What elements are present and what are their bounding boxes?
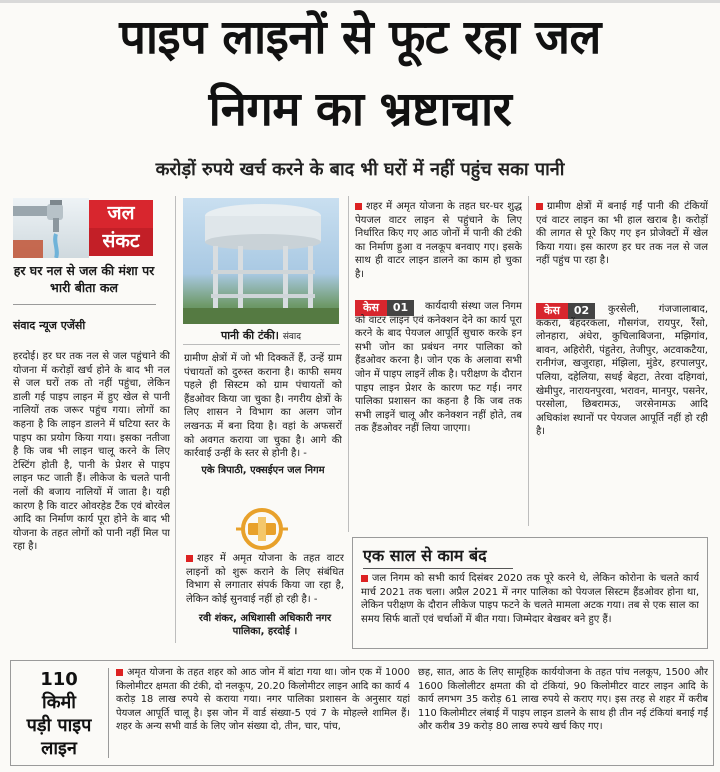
divider — [183, 344, 340, 345]
badge-word-sankat: संकट — [89, 228, 153, 256]
headline-line-1: पाइप लाइनों से फूट रहा जल — [119, 10, 601, 65]
bottom-col1-text: अमृत योजना के तहत शहर को आठ जोन में बांटा गया था। जोन एक में 1000 किलोमीटर क्षमता की टंकी, दो नलकूप, 20.20 किलोमीटर लाइन आदि का कार्य 4 करोड़ 18 लाख रुपये से कराया गया। नगर पालिका प्रशासन के अनुसार यहां पेयजल आपूर्ति चालू है। इस जोन में वार्ड संख्या-5 एवं 7 के मोहल्ले शामिल हैं। शहर के अन्य सभी वार्ड के लिए जोन संख्या दो, तीन, चार, पांच, — [116, 667, 410, 733]
case2-label-text: केस — [536, 303, 568, 319]
bottom-label-text: पड़ी पाइप — [26, 715, 92, 736]
photo-caption — [183, 328, 339, 343]
left-caption: हर घर नल से जल की मंशा पर भारी बीता कल — [13, 263, 155, 295]
byline: संवाद न्यूज एजेंसी — [13, 319, 86, 332]
divider — [175, 196, 176, 643]
quote-xen-attribution: एके त्रिपाठी, एक्सईएन जल निगम — [201, 465, 325, 476]
box-body: जल निगम को सभी कार्य दिसंबर 2020 तक पूरे करने थे, लेकिन कोरोना के चलते कार्य मार्च 2021 तक चला। अप्रैल 2021 में नगर पालिका को पेयजल सिस्टम हैंडओवर होना था, लेकिन परीक्षण के दौरान लीकेज पाइप फटने के चलते मामला अटक गया। तब से एक साल का समय सिर्फ बातों एवं चर्चाओं में बीत गया। जिम्मेदार बेखबर बने हुए हैं। — [361, 573, 699, 625]
pipe-logo-icon — [236, 508, 288, 550]
water-tap-icon — [13, 198, 89, 258]
box-heading: एक साल से काम बंद — [363, 546, 487, 565]
bottom-label-number: 110 — [40, 669, 78, 690]
divider — [108, 668, 109, 758]
case2-body: कुरसेली, गंजजालाबाद, ककरा, बेंहदरकला, गौसगंज, रायपुर, रैंसो, लोनहारा, अंधेरा, कुचिलाबिजना, मझिगांव, बावन, अहिरोरी, पंहुतेरा, तेजीपुर, अटवाकटैया, रानीगंज, खजुराहा, मंझिला, मुंडेर, हरपालपुर, पलिया, दहेलिया, सधई बेहटा, तेरवा दहिगवां, खेमीपुर, नारायनपुरवा, भरावन, मानपुर, पसनेर, परसोला, छिबरामऊ, जरसेनामऊ आदि अधिकांश स्थानों पर पेयजल आपूर्ति नहीं हो रही है। — [536, 304, 708, 438]
bullet-icon — [186, 555, 193, 562]
divider — [13, 304, 156, 305]
quote-eo-attribution: रवी शंकर, अधिशासी अधिकारी नगर पालिका, हरदोई । — [198, 613, 332, 637]
divider — [363, 568, 513, 569]
bullet-icon — [361, 575, 368, 582]
case2-intro-text: ग्रामीण क्षेत्रों में बनाई गईं पानी की टंकियों एवं वाटर लाइन का भी हाल खराब है। करोड़ों की लागत से पूरे किए गए इन प्रोजेक्टों में खेल किया गया। इस कारण हर घर तक नल से जल नहीं पहुंच पा रहा है। — [536, 201, 708, 267]
case1-intro — [355, 200, 522, 282]
bottom-label — [16, 668, 102, 760]
bottom-col1 — [116, 666, 410, 762]
quote-eo-body: शहर में अमृत योजना के तहत वाटर लाइनों को शुरू कराने के लिए संबंधित विभाग से लगातार संपर्क किया जा रहा है, लेकिन कोई सुनवाई नहीं हो रही है। - — [186, 553, 344, 605]
water-tank-photo — [183, 198, 339, 324]
subheadline: करोड़ों रुपये खर्च करने के बाद भी घरों में नहीं पहुंच सका पानी — [155, 159, 565, 180]
box-text — [361, 572, 699, 646]
photo-caption-credit: संवाद — [282, 332, 302, 342]
bottom-label-text-2: लाइन — [41, 738, 77, 759]
bullet-icon — [536, 203, 543, 210]
badge-word-jal: जल — [89, 200, 153, 228]
case2-intro — [536, 200, 708, 295]
divider — [348, 196, 349, 532]
bottom-col2: छह, सात, आठ के लिए सामूहिक कार्ययोजना के तहत पांच नलकूप, 1500 और 1600 किलोलीटर क्षमता की दो टंकियां, 90 किलोमीटर वाटर लाइन आदि के कार्य लगभग 35 करोड़ 61 लाख रुपये से कराए गए। इस तरह से शहर में करीब 110 किलोमीटर लंबाई में पाइप लाइन डालने के साथ ही तीन नई टंकियां बनाई गईं और करीब 39 करोड़ 80 लाख रुपये खर्च किए गए। — [418, 667, 708, 733]
case1-number: 01 — [387, 300, 414, 316]
quote-eo-text — [186, 552, 344, 612]
case2-number: 02 — [568, 303, 595, 319]
work-stopped-box — [352, 537, 708, 649]
case1-label-text: केस — [355, 300, 387, 316]
quote-xen-text: ग्रामीण क्षेत्रों में जो भी दिक्कतें हैं, उन्हें ग्राम पंचायतों को दुरुस्त कराना है। काफी समय पहले ही सिस्टम को ग्राम पंचायतों को हैंडओवर किया जा चुका है। नगरीय क्षेत्रों के लिए शासन ने विभाग का अलग जोन लखनऊ में बना दिया है। वहां के अफसरों को अवगत कराया जा चुका है। आगे की कार्रवाई उन्हीं के स्तर से होनी है। - — [184, 353, 342, 460]
top-strip — [0, 0, 720, 3]
divider — [528, 196, 529, 526]
case1-body: कार्यदायी संस्था जल निगम को वाटर लाइन एवं कनेक्शन देने का कार्य पूरा करने के बाद पेयजल आपूर्ति सुचारु करके इन सभी जोन का प्रबंधन नगर पालिका को हैंडओवर करना है। जोन एक के अलावा सभी जोन में पाइप लाइनें लीक है। परीक्षण के दौरान पाइप लाइन प्रेशर के कारण फट गई। नगर पालिका प्रशासन का कहना है कि जब तक सभी लाइनें चालू और कनेक्शन नहीं होते, तब तक हैंडओवर नहीं लिया जाएगा। — [355, 301, 522, 435]
col1-text: हरदोई। हर घर तक नल से जल पहुंचाने की योजना में करोड़ों खर्च होने के बाद भी नल से जल घरों तक तो नहीं पहुंचा, लेकिन डाली गई पाइप लाइन में हुए खेल से पानी नालियों तक जरूर पहुंच गया। लोगों का कहना है कि लाइन डालने में घटिया स्तर के पाइप का प्रयोग किया गया। इसका नतीजा है कि जब भी लाइन चालू करने के लिए टेस्टिंग होती है, पानी के प्रेशर से पाइप लाइन फट जाती हैं। लीकेज के चलते पानी नलों की बजाय नालियों में जाता है। यही कारण है कि वाटर ओवरहेड टैंक एवं बोरवेल आदि का निर्माण कार्य पूरा होने के बाद भी योजना के तहत लोगों को पानी नहीं मिल पा रहा है। — [13, 351, 170, 553]
bullet-icon — [116, 669, 123, 676]
headline-line-2: निगम का भ्रष्टाचार — [208, 82, 512, 137]
col1-body — [13, 350, 170, 643]
bottom-label-unit: किमी — [42, 692, 76, 713]
case1-intro-text: शहर में अमृत योजना के तहत घर-घर शुद्ध पेयजल वाटर लाइन से पहुंचाने के लिए निर्धारित किए गए आठ जोनों में पानी की टंकी का निर्माण हुआ व नलकूप बनवाए गए। इसके साथ ही वाटर लाइन डालने का काम हो चुका है। — [355, 201, 522, 280]
bullet-icon — [355, 203, 362, 210]
photo-caption-title: पानी की टंकी। — [220, 329, 279, 342]
